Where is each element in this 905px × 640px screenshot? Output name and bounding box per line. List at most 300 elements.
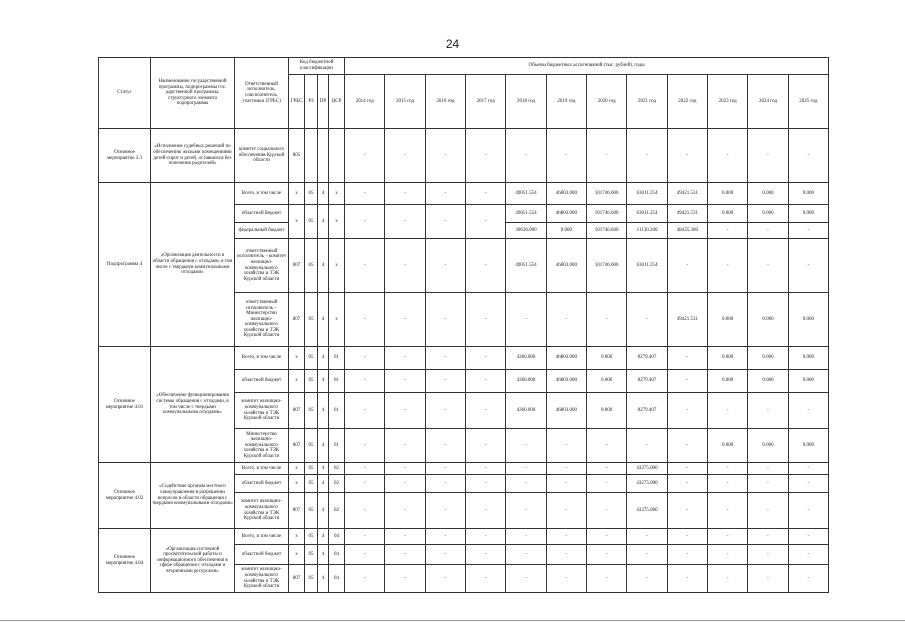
cell-grbs: 807: [289, 239, 305, 293]
cell-value: -: [345, 129, 385, 183]
cell-value: -: [748, 239, 788, 293]
row-name: «Организация системной просветительской работы и информационного обеспечения в сфере обращения с отходами и вторичными ресурсами»: [151, 529, 235, 593]
cell-value: -: [385, 463, 425, 475]
cell-value: 0.000: [748, 370, 788, 393]
cell-value: -: [587, 463, 627, 475]
cell-value: -: [506, 565, 546, 593]
budget-table: [98, 57, 829, 593]
table-row: [99, 529, 829, 545]
cell-rz: 05: [305, 370, 318, 393]
page-number: 24: [445, 37, 460, 51]
header-pr: ПР: [318, 75, 329, 129]
cell-grbs: х: [289, 475, 305, 493]
cell-value: 101746.600: [587, 183, 627, 205]
cell-pr: 4: [318, 545, 329, 565]
cell-value: -: [466, 529, 506, 545]
row-status: Основное мероприятие 4.01: [99, 347, 151, 463]
cell-value: 0.000: [788, 429, 828, 463]
cell-value: -: [708, 239, 748, 293]
cell-value: -: [466, 370, 506, 393]
cell-value: -: [587, 545, 627, 565]
cell-value: -: [385, 393, 425, 429]
cell-value: -: [788, 223, 828, 239]
cell-value: 0.000: [546, 223, 586, 239]
cell-value: 4360.000: [506, 347, 546, 370]
header-year: 2022 год: [667, 75, 707, 129]
cell-value: 49421.531: [667, 205, 707, 223]
cell-value: -: [385, 129, 425, 183]
cell-grbs: 807: [289, 493, 305, 529]
row-responsible: областной бюджет: [235, 205, 289, 223]
cell-value: 0.000: [788, 183, 828, 205]
row-status: Основное мероприятие 4.02: [99, 463, 151, 529]
cell-value: -: [385, 545, 425, 565]
cell-value: -: [546, 293, 586, 347]
cell-value: 0.000: [788, 293, 828, 347]
cell-value: 0.000: [708, 347, 748, 370]
header-year: 2020 год: [587, 75, 627, 129]
cell-value: -: [385, 429, 425, 463]
cell-csr: [329, 129, 345, 183]
cell-value: -: [546, 463, 586, 475]
row-responsible: комитет жилищно-коммунального хозяйства и ТЭК Курской области: [235, 565, 289, 593]
cell-csr: 01: [329, 393, 345, 429]
cell-pr: 4: [318, 205, 329, 239]
cell-rz: 05: [305, 529, 318, 545]
cell-csr: х: [329, 239, 345, 293]
cell-value: -: [506, 475, 546, 493]
cell-value: -: [788, 565, 828, 593]
cell-value: 8279.407: [627, 370, 667, 393]
row-responsible: областной бюджет: [235, 475, 289, 493]
cell-value: -: [425, 545, 465, 565]
cell-value: -: [587, 429, 627, 463]
cell-value: -: [667, 129, 707, 183]
table-row: [99, 183, 829, 205]
cell-value: -: [708, 529, 748, 545]
cell-value: -: [425, 475, 465, 493]
cell-value: 0.000: [708, 370, 748, 393]
cell-grbs: х: [289, 463, 305, 475]
cell-value: -: [425, 529, 465, 545]
cell-csr: 04: [329, 545, 345, 565]
cell-value: -: [385, 565, 425, 593]
cell-value: -: [345, 239, 385, 293]
cell-value: -: [667, 393, 707, 429]
cell-value: -: [748, 545, 788, 565]
header-csr: ЦСР: [329, 75, 345, 129]
cell-value: -: [425, 205, 465, 239]
header-spending-group: Объемы бюджетных ассигнований (тыс. рублей), годы: [345, 58, 829, 75]
cell-value: -: [748, 129, 788, 183]
cell-value: -: [466, 493, 506, 529]
row-responsible: Всего, в том числе: [235, 183, 289, 205]
cell-rz: [305, 129, 318, 183]
cell-value: 63011.254: [627, 183, 667, 205]
table-row: [99, 129, 829, 183]
cell-value: -: [506, 293, 546, 347]
cell-grbs: 807: [289, 293, 305, 347]
cell-value: -: [506, 429, 546, 463]
cell-csr: 02: [329, 475, 345, 493]
cell-grbs: х: [289, 183, 305, 205]
cell-pr: 4: [318, 347, 329, 370]
cell-value: 0.000: [708, 205, 748, 223]
cell-value: -: [425, 393, 465, 429]
cell-value: -: [708, 463, 748, 475]
cell-rz: 05: [305, 463, 318, 475]
cell-rz: 05: [305, 347, 318, 370]
header-grbs: ГРБС: [289, 75, 305, 129]
cell-value: 11130.200: [627, 223, 667, 239]
cell-value: -: [748, 223, 788, 239]
cell-pr: 4: [318, 429, 329, 463]
cell-grbs: 807: [289, 393, 305, 429]
cell-grbs: х: [289, 529, 305, 545]
header-year: 2023 год: [708, 75, 748, 129]
row-name: «Обеспечение функционирования системы обращения с отходами, в том числе с твердыми коммунальными отходами»: [151, 347, 235, 463]
row-responsible: Всего, в том числе: [235, 529, 289, 545]
cell-pr: 4: [318, 239, 329, 293]
cell-value: 43275.000: [627, 463, 667, 475]
cell-value: -: [385, 239, 425, 293]
cell-value: -: [466, 239, 506, 293]
cell-value: 46803.000: [546, 183, 586, 205]
cell-value: -: [345, 429, 385, 463]
cell-value: -: [667, 493, 707, 529]
cell-value: -: [345, 393, 385, 429]
cell-value: -: [667, 475, 707, 493]
header-year: 2017 год: [466, 75, 506, 129]
cell-value: -: [788, 475, 828, 493]
cell-pr: 4: [318, 370, 329, 393]
cell-grbs: 805: [289, 129, 305, 183]
cell-value: -: [627, 529, 667, 545]
cell-value: -: [587, 129, 627, 183]
row-responsible: Всего, в том числе: [235, 463, 289, 475]
cell-value: -: [708, 223, 748, 239]
cell-value: -: [425, 183, 465, 205]
cell-value: 43275.000: [627, 475, 667, 493]
cell-grbs: 807: [289, 565, 305, 593]
cell-value: -: [506, 545, 546, 565]
cell-grbs: х: [289, 205, 305, 239]
cell-value: 49421.531: [667, 293, 707, 347]
row-responsible: областной бюджет: [235, 545, 289, 565]
cell-value: -: [425, 370, 465, 393]
cell-value: -: [788, 463, 828, 475]
cell-value: -: [425, 239, 465, 293]
cell-value: -: [546, 429, 586, 463]
cell-value: -: [466, 205, 506, 239]
cell-value: 0.000: [708, 429, 748, 463]
table-row: [99, 347, 829, 370]
cell-grbs: х: [289, 545, 305, 565]
cell-value: -: [708, 475, 748, 493]
row-responsible: ответственный исполнитель – комитет жилищно-коммунального хозяйства и ТЭК Курской области: [235, 239, 289, 293]
cell-value: 49421.531: [667, 183, 707, 205]
cell-value: 63011.254: [627, 205, 667, 223]
row-responsible: федеральный бюджет: [235, 223, 289, 239]
cell-value: -: [667, 565, 707, 593]
cell-value: -: [667, 463, 707, 475]
cell-value: 0.000: [708, 183, 748, 205]
cell-value: 0.000: [748, 183, 788, 205]
cell-value: -: [788, 239, 828, 293]
cell-value: -: [788, 529, 828, 545]
cell-rz: 05: [305, 205, 318, 239]
cell-pr: 4: [318, 529, 329, 545]
cell-value: -: [506, 463, 546, 475]
cell-rz: 05: [305, 565, 318, 593]
cell-value: 0.000: [748, 293, 788, 347]
cell-value: -: [748, 475, 788, 493]
cell-value: -: [345, 293, 385, 347]
cell-value: -: [385, 347, 425, 370]
cell-value: -: [627, 429, 667, 463]
cell-value: -: [425, 463, 465, 475]
cell-value: -: [385, 293, 425, 347]
cell-value: 0.000: [788, 347, 828, 370]
row-name: «Исполнение судебных решений по обеспечению жилыми помещениями детей-сирот и детей, оставшихся без попечения родителей»: [151, 129, 235, 183]
cell-value: -: [667, 347, 707, 370]
cell-value: -: [466, 293, 506, 347]
cell-value: -: [546, 493, 586, 529]
row-responsible: комитет социального обеспечения Курской области: [235, 129, 289, 183]
row-responsible: комитет жилищно-коммунального хозяйства и ТЭК Курской области: [235, 393, 289, 429]
cell-value: 30636.000: [506, 223, 546, 239]
cell-value: -: [345, 183, 385, 205]
cell-value: -: [385, 529, 425, 545]
cell-value: -: [627, 129, 667, 183]
cell-value: -: [466, 129, 506, 183]
cell-value: 0.000: [748, 205, 788, 223]
cell-value: -: [345, 529, 385, 545]
cell-rz: 05: [305, 293, 318, 347]
row-responsible: областной бюджет: [235, 370, 289, 393]
cell-value: 49051.554: [506, 239, 546, 293]
cell-value: -: [708, 545, 748, 565]
cell-value: -: [627, 545, 667, 565]
cell-value: -: [385, 493, 425, 529]
cell-value: -: [345, 463, 385, 475]
header-year: 2015 год: [385, 75, 425, 129]
cell-rz: 05: [305, 393, 318, 429]
row-name: «Организация деятельности в области обращения с отходами, в том числе с твердыми коммунальными отходами»: [151, 183, 235, 347]
scan-edge: [0, 620, 905, 621]
cell-value: -: [667, 370, 707, 393]
cell-value: 49051.554: [506, 205, 546, 223]
cell-value: 0.000: [748, 347, 788, 370]
header-responsible: Ответственный исполнитель, соисполнитель, участники (ГРБС): [235, 58, 289, 129]
cell-value: -: [466, 429, 506, 463]
cell-value: -: [748, 463, 788, 475]
cell-value: -: [345, 347, 385, 370]
cell-value: -: [385, 370, 425, 393]
cell-csr: 01: [329, 347, 345, 370]
cell-value: -: [546, 129, 586, 183]
cell-value: -: [788, 493, 828, 529]
cell-value: -: [708, 493, 748, 529]
cell-pr: 4: [318, 493, 329, 529]
cell-pr: 4: [318, 183, 329, 205]
cell-value: -: [345, 205, 385, 239]
cell-value: -: [546, 565, 586, 593]
cell-value: -: [425, 429, 465, 463]
cell-value: -: [587, 565, 627, 593]
cell-value: -: [627, 293, 667, 347]
cell-value: 8279.407: [627, 347, 667, 370]
cell-value: 63011.254: [627, 239, 667, 293]
cell-pr: 4: [318, 293, 329, 347]
cell-value: -: [748, 565, 788, 593]
cell-value: -: [748, 493, 788, 529]
cell-value: -: [345, 475, 385, 493]
cell-rz: 05: [305, 475, 318, 493]
cell-value: 0.000: [708, 293, 748, 347]
cell-value: 101746.600: [587, 205, 627, 223]
cell-value: 101746.600: [587, 239, 627, 293]
cell-rz: 05: [305, 183, 318, 205]
cell-csr: 04: [329, 565, 345, 593]
row-status: Подпрограмма 4: [99, 183, 151, 347]
header-year: 2021 год: [627, 75, 667, 129]
cell-value: 46803.000: [546, 239, 586, 293]
cell-value: -: [425, 493, 465, 529]
cell-value: -: [667, 545, 707, 565]
cell-value: 4360.000: [506, 370, 546, 393]
cell-value: 0.000: [587, 393, 627, 429]
cell-value: -: [345, 565, 385, 593]
cell-value: -: [506, 493, 546, 529]
row-responsible: Министерство жилищно-коммунального хозяйства и ТЭК Курской области: [235, 429, 289, 463]
cell-csr: х: [329, 183, 345, 205]
cell-value: -: [425, 347, 465, 370]
cell-value: -: [587, 293, 627, 347]
cell-value: 46803.000: [546, 347, 586, 370]
header-rz: РЗ: [305, 75, 318, 129]
cell-value: 0.000: [788, 370, 828, 393]
cell-csr: 02: [329, 493, 345, 529]
header-year: 2025 год: [788, 75, 828, 129]
cell-pr: 4: [318, 565, 329, 593]
cell-value: -: [587, 529, 627, 545]
cell-value: 4360.000: [506, 393, 546, 429]
cell-grbs: х: [289, 347, 305, 370]
cell-pr: 4: [318, 463, 329, 475]
cell-csr: 02: [329, 463, 345, 475]
cell-value: -: [587, 475, 627, 493]
header-year: 2016 год: [425, 75, 465, 129]
cell-value: -: [627, 565, 667, 593]
cell-value: 0.000: [587, 347, 627, 370]
cell-value: -: [667, 239, 707, 293]
cell-rz: 05: [305, 545, 318, 565]
cell-value: 0.000: [788, 205, 828, 223]
cell-value: -: [385, 475, 425, 493]
cell-value: -: [345, 493, 385, 529]
cell-value: -: [466, 347, 506, 370]
cell-value: -: [506, 129, 546, 183]
cell-value: -: [748, 393, 788, 429]
cell-value: -: [587, 493, 627, 529]
cell-value: -: [466, 393, 506, 429]
cell-value: -: [546, 529, 586, 545]
header-year: 2019 год: [546, 75, 586, 129]
cell-csr: 01: [329, 370, 345, 393]
cell-csr: х: [329, 205, 345, 239]
cell-value: 46803.000: [546, 370, 586, 393]
cell-value: -: [708, 393, 748, 429]
cell-value: -: [708, 129, 748, 183]
cell-value: -: [425, 565, 465, 593]
header-year: 2024 год: [748, 75, 788, 129]
cell-value: 48435.300: [667, 223, 707, 239]
cell-value: -: [708, 565, 748, 593]
cell-value: -: [466, 475, 506, 493]
cell-value: -: [425, 129, 465, 183]
header-code-group: Код бюджетной классификации: [289, 58, 345, 75]
cell-value: -: [466, 463, 506, 475]
cell-pr: 4: [318, 475, 329, 493]
cell-rz: 05: [305, 493, 318, 529]
cell-value: -: [466, 183, 506, 205]
cell-value: 0.000: [587, 370, 627, 393]
cell-value: -: [667, 529, 707, 545]
cell-value: -: [788, 393, 828, 429]
cell-value: -: [506, 529, 546, 545]
cell-value: -: [748, 529, 788, 545]
cell-csr: х: [329, 293, 345, 347]
cell-value: -: [546, 475, 586, 493]
row-status: Основное мероприятие 3.3: [99, 129, 151, 183]
cell-value: -: [546, 545, 586, 565]
cell-value: -: [788, 545, 828, 565]
header-year: 2014 год: [345, 75, 385, 129]
cell-value: -: [466, 565, 506, 593]
cell-value: -: [385, 183, 425, 205]
cell-value: -: [788, 129, 828, 183]
cell-rz: 05: [305, 429, 318, 463]
cell-value: -: [667, 429, 707, 463]
cell-value: 46803.000: [546, 205, 586, 223]
row-responsible: ответственный исполнитель – Министерство жилищно-коммунального хозяйства и ТЭК Курской области: [235, 293, 289, 347]
cell-pr: 4: [318, 393, 329, 429]
row-name: «Содействие органам местного самоуправления в разрешении вопросов в области обращения с твердыми коммунальными отходами»: [151, 463, 235, 529]
table-row: [99, 463, 829, 475]
cell-grbs: х: [289, 370, 305, 393]
row-status: Основное мероприятие 4.04: [99, 529, 151, 593]
cell-value: 101746.600: [587, 223, 627, 239]
cell-value: -: [425, 293, 465, 347]
cell-value: 46803.000: [546, 393, 586, 429]
cell-csr: 04: [329, 529, 345, 545]
row-responsible: Всего, в том числе: [235, 347, 289, 370]
row-responsible: комитет жилищно-коммунального хозяйства и ТЭК Курской области: [235, 493, 289, 529]
cell-value: 0.000: [748, 429, 788, 463]
cell-pr: [318, 129, 329, 183]
cell-value: 8279.407: [627, 393, 667, 429]
cell-value: 43275.000: [627, 493, 667, 529]
cell-value: -: [466, 545, 506, 565]
cell-value: -: [385, 205, 425, 239]
cell-grbs: 807: [289, 429, 305, 463]
cell-value: -: [345, 370, 385, 393]
cell-value: -: [345, 545, 385, 565]
header-name: Наименование государственной программы, подпрограммы гос. дарственной программы, структурного элемента подпрограммы: [151, 58, 235, 129]
cell-rz: 05: [305, 239, 318, 293]
cell-csr: 01: [329, 429, 345, 463]
